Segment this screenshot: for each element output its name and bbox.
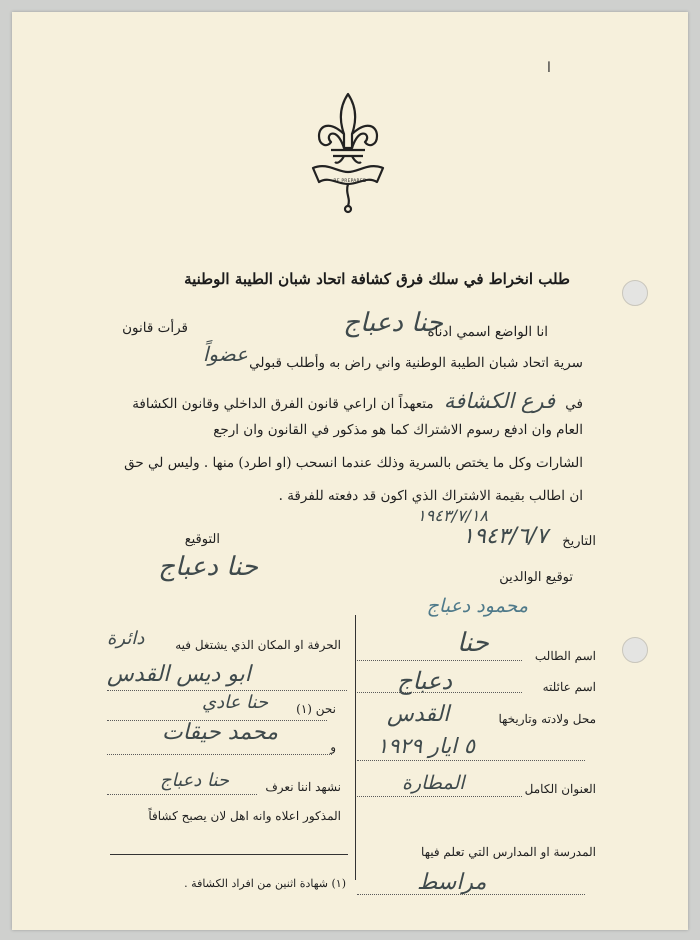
family-name-label: اسم عائلته bbox=[542, 680, 596, 694]
address-line bbox=[357, 796, 522, 797]
handwritten-witness2: محمد حيقات bbox=[162, 720, 279, 745]
corner-mark: ا bbox=[547, 60, 551, 76]
handwritten-family-name: دعباج bbox=[397, 667, 453, 695]
column-divider bbox=[355, 615, 356, 880]
declaration-line3-end: متعهداً ان اراعي قانون الفرق الداخلي وقانون الكشافة bbox=[132, 396, 434, 412]
declaration-line1: انا الواضع اسمي ادناه bbox=[427, 324, 548, 340]
date-label: التاريخ bbox=[562, 534, 596, 549]
declaration-line2: سرية اتحاد شبان الطيبة الوطنية واني راض به وأطلب قبولي bbox=[249, 355, 583, 371]
birth-label: محل ولادته وتاريخها bbox=[498, 712, 596, 726]
birth-line bbox=[357, 760, 585, 761]
footnote-divider bbox=[110, 854, 348, 855]
handwritten-applicant-name: حنا دعباج bbox=[343, 308, 443, 338]
declaration-line4: العام وان ادفع رسوم الاشتراك كما هو مذكور في القانون وان ارجع bbox=[213, 422, 583, 438]
handwritten-address: المطارة bbox=[402, 772, 465, 794]
and-label: و bbox=[330, 740, 336, 754]
handwritten-witnessed-name: حنا دعباج bbox=[160, 770, 230, 791]
handwritten-troop: فرع الكشافة bbox=[443, 389, 555, 413]
punch-hole-top bbox=[622, 280, 648, 306]
school-label: المدرسة او المدارس التي تعلم فيها bbox=[421, 845, 596, 859]
handwritten-date-top: ١٩٤٣/٧/١٨ bbox=[417, 506, 488, 525]
handwritten-birth-date: ٥ ايار ١٩٢٩ bbox=[377, 734, 475, 758]
declaration-line5: الشارات وكل ما يختص بالسرية وذلك عندما انسحب (او اطرد) منها . وليس لي حق bbox=[124, 455, 583, 471]
handwritten-first-name: حنا bbox=[457, 628, 489, 658]
emblem-motto: BE PREPARED bbox=[333, 179, 367, 184]
witness-label: نحن (١) bbox=[296, 702, 336, 716]
handwritten-school: مراسط bbox=[417, 870, 487, 895]
handwritten-birth-place: القدس bbox=[387, 702, 450, 727]
address-label: العنوان الكامل bbox=[524, 782, 596, 796]
handwritten-profession: دائرة bbox=[107, 628, 145, 649]
declaration-line3 bbox=[83, 389, 583, 413]
application-form-sheet bbox=[12, 12, 688, 930]
handwritten-witness1: حنا عادي bbox=[202, 692, 269, 713]
profession-label: الحرفة او المكان الذي يشتغل فيه bbox=[175, 638, 341, 652]
signature-label: التوقيع bbox=[184, 532, 220, 547]
handwritten-membership: عضواً bbox=[202, 342, 248, 366]
school-line bbox=[357, 894, 585, 895]
punch-hole-bottom bbox=[622, 637, 648, 663]
witness-statement: نشهد اننا نعرف bbox=[265, 780, 341, 794]
parent-signature-label: توقيع الوالدين bbox=[499, 570, 573, 585]
first-name-label: اسم الطالب bbox=[534, 649, 596, 663]
handwritten-date: ١٩٤٣/٦/٧ bbox=[462, 524, 548, 549]
declaration-line3-start: في bbox=[565, 396, 583, 412]
witness-statement-2: المذكور اعلاه وانه اهل لان يصبح كشافاً bbox=[148, 809, 341, 823]
first-name-line bbox=[357, 660, 522, 661]
form-title: طلب انخراط في سلك فرق كشافة اتحاد شبان الطيبة الوطنية bbox=[184, 270, 570, 288]
handwritten-work-place: ابو ديس القدس bbox=[107, 662, 251, 687]
handwritten-signature: حنا دعباج bbox=[158, 552, 258, 582]
handwritten-parent-signature: محمود دعباج bbox=[426, 595, 528, 617]
declaration-line1-end: قرأت قانون bbox=[122, 320, 188, 336]
footnote: (١) شهادة اثنين من افراد الكشافة . bbox=[184, 877, 346, 890]
declaration-line6: ان اطالب بقيمة الاشتراك الذي اكون قد دفعته للفرقة . bbox=[278, 488, 583, 504]
profession-line bbox=[107, 690, 347, 691]
witnessed-name-line bbox=[107, 794, 257, 795]
scout-fleur-de-lis-emblem bbox=[307, 90, 389, 220]
family-name-line bbox=[357, 692, 522, 693]
witness2-line bbox=[107, 754, 332, 755]
